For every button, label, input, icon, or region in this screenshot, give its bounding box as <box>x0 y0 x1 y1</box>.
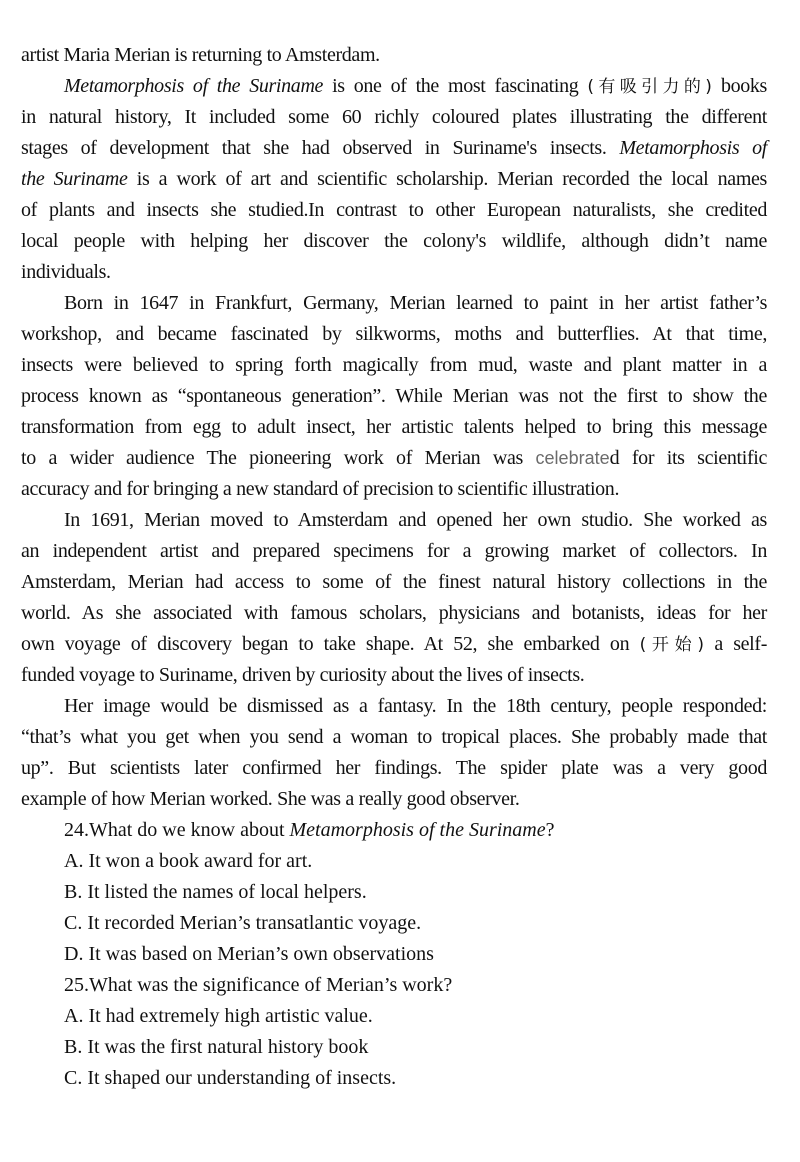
text-line <box>21 133 767 164</box>
text-span: books <box>711 75 767 97</box>
text-span: What was the significance of Merian’s work? <box>89 974 453 996</box>
text-line: insects were believed to spring forth magically from mud, waste and plant matter in a <box>21 354 767 376</box>
book-title: Metamorphosis of <box>619 137 767 159</box>
answer-option-b: B. It was the first natural history book <box>64 1036 369 1058</box>
text-line: individuals. <box>21 261 111 283</box>
text-line: workshop, and became fascinated by silkworms, moths and butterflies. At that time, <box>21 323 767 345</box>
paragraph-metamorphosis <box>21 71 767 288</box>
text-line: “that’s what you get when you send a woman to tropical places. She probably made that <box>21 726 767 748</box>
book-title: Metamorphosis of the Suriname <box>289 819 546 841</box>
text-line: up”. But scientists later confirmed her findings. The spider plate was a very good <box>21 757 767 779</box>
text-line: funded voyage to Suriname, driven by curiosity about the lives of insects. <box>21 664 585 686</box>
text-line: Born in 1647 in Frankfurt, Germany, Merian learned to paint in her artist father’s <box>64 292 767 314</box>
question-number: 25. <box>64 974 89 996</box>
question-stem <box>21 970 767 1001</box>
book-title: the Suriname <box>21 168 128 190</box>
question-stem <box>21 815 767 846</box>
document-page <box>21 40 767 1094</box>
answer-option-a: A. It won a book award for art. <box>64 850 313 872</box>
book-title: Metamorphosis of the Suriname <box>64 75 324 97</box>
text-line: of plants and insects she studied.In contrast to other European naturalists, she credited <box>21 199 767 221</box>
text-span: to a wider audience The pioneering work of Merian was <box>21 447 536 469</box>
text-line: local people with helping her discover the colony's wildlife, although didn’t name <box>21 230 767 252</box>
text-span: stages of development that she had observed in Suriname's insects. <box>21 137 620 159</box>
question-24 <box>21 815 767 970</box>
text-line: accuracy and for bringing a new standard of precision to scientific illustration. <box>21 478 620 500</box>
question-25 <box>21 970 767 1094</box>
paragraph-early-life <box>21 288 767 505</box>
answer-option-c: C. It shaped our understanding of insects. <box>64 1067 397 1089</box>
text-line: example of how Merian worked. She was a really good observer. <box>21 788 520 810</box>
text-line: world. As she associated with famous scholars, physicians and botanists, ideas for her <box>21 602 767 624</box>
question-number: 24. <box>64 819 89 841</box>
text-line <box>21 71 767 102</box>
text-line: Amsterdam, Merian had access to some of the finest natural history collections in the <box>21 571 767 593</box>
highlighted-word: celebrate <box>535 448 610 468</box>
text-line: an independent artist and prepared specimens for a growing market of collectors. In <box>21 540 767 562</box>
paragraph-reception <box>21 691 767 815</box>
text-span: What do we know about <box>89 819 290 841</box>
answer-option-c: C. It recorded Merian’s transatlantic voyage. <box>64 912 422 934</box>
text-line <box>21 164 767 195</box>
text-span: a self- <box>703 633 767 655</box>
text-span: ? <box>545 819 555 841</box>
paragraph-intro-continuation <box>21 40 767 71</box>
text-line <box>21 629 767 660</box>
text-line: transformation from egg to adult insect, her artistic talents helped to bring this message <box>21 416 767 438</box>
text-line: Her image would be dismissed as a fantasy. In the 18th century, people responded: <box>64 695 767 717</box>
text-span: own voyage of discovery began to take shape. At 52, she embarked on <box>21 633 640 655</box>
text-span: is a work of art and scientific scholarship. Merian recorded the local names <box>127 168 767 190</box>
chinese-gloss: (开始) <box>639 635 704 655</box>
chinese-gloss: (有吸引力的) <box>587 77 712 97</box>
paragraph-amsterdam <box>21 505 767 691</box>
text-line: process known as “spontaneous generation”. While Merian was not the first to show the <box>21 385 767 407</box>
answer-option-d: D. It was based on Merian’s own observations <box>64 943 434 965</box>
text-line: In 1691, Merian moved to Amsterdam and opened her own studio. She worked as <box>64 509 767 531</box>
text-span: d for its scientific <box>609 447 767 469</box>
text-line: in natural history, It included some 60 richly coloured plates illustrating the different <box>21 106 767 128</box>
answer-option-b: B. It listed the names of local helpers. <box>64 881 367 903</box>
text-span: is one of the most fascinating <box>323 75 588 97</box>
text-line <box>21 443 767 474</box>
answer-option-a: A. It had extremely high artistic value. <box>64 1005 373 1027</box>
text-line: artist Maria Merian is returning to Amsterdam. <box>21 44 380 66</box>
